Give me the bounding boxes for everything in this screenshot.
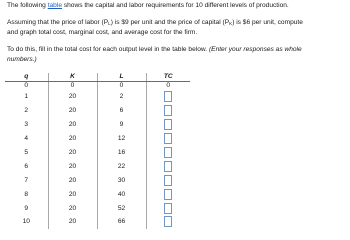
instructions-text-line2: numbers.) (7, 56, 37, 63)
cell-l: 9 (97, 118, 146, 132)
tc-input[interactable] (164, 91, 172, 102)
cell-q: 0 (5, 81, 48, 90)
tc-input[interactable] (164, 119, 172, 130)
header-tc: TC (146, 73, 190, 81)
cell-k: 20 (48, 146, 97, 160)
intro-text (7, 1, 289, 11)
instructions-text (7, 45, 302, 55)
cell-l: 0 (97, 81, 146, 90)
cell-tc (146, 201, 190, 215)
table-row (5, 215, 190, 229)
assumption-part3: ) is $6 per unit, compute (232, 19, 303, 26)
cell-k: 20 (48, 201, 97, 215)
cell-tc (146, 90, 190, 104)
assumption-text-line2: and graph total cost, marginal cost, and average cost for the firm. (7, 29, 198, 36)
table-body (5, 81, 190, 229)
assumption-part1: Assuming that the price of labor (P (7, 19, 109, 26)
cell-q: 5 (5, 146, 48, 160)
cell-k: 20 (48, 173, 97, 187)
table-link[interactable]: table (47, 2, 62, 9)
cell-k: 20 (48, 215, 97, 229)
cell-tc (146, 118, 190, 132)
cell-tc (146, 159, 190, 173)
instructions-italic: (Enter your responses as whole (208, 46, 302, 53)
cell-l: 16 (97, 146, 146, 160)
cell-k: 20 (48, 187, 97, 201)
cell-q: 10 (5, 215, 48, 229)
cell-tc (146, 132, 190, 146)
intro-after-link: shows the capital and labor requirements for 10 different levels of production. (62, 2, 289, 9)
capital-subscript: K (229, 21, 233, 26)
tc-input[interactable] (164, 161, 172, 172)
cell-q: 1 (5, 90, 48, 104)
table-row (5, 132, 190, 146)
assumption-part2: ) is $9 per unit and the price of capital (P (110, 19, 230, 26)
cell-q: 3 (5, 118, 48, 132)
cell-q: 4 (5, 132, 48, 146)
cell-tc (146, 146, 190, 160)
cell-tc (146, 187, 190, 201)
tc-input[interactable] (164, 147, 172, 158)
labor-subscript: L (108, 21, 111, 26)
instructions-plain: To do this, fill in the total cost for each output level in the table below. (7, 46, 209, 53)
table-row (5, 201, 190, 215)
table-row (5, 187, 190, 201)
cell-q: 2 (5, 104, 48, 118)
table-row (5, 173, 190, 187)
table-row (5, 104, 190, 118)
cell-k: 20 (48, 90, 97, 104)
tc-input[interactable] (164, 216, 172, 227)
header-q: q (5, 73, 48, 81)
tc-input[interactable] (164, 189, 172, 200)
cell-k: 20 (48, 132, 97, 146)
table-header-row (5, 73, 190, 81)
cell-q: 9 (5, 201, 48, 215)
assumption-text (7, 18, 303, 28)
header-l: L (97, 73, 146, 81)
cell-q: 6 (5, 159, 48, 173)
cell-l: 12 (97, 132, 146, 146)
cell-tc: 0 (166, 82, 171, 90)
tc-input[interactable] (164, 203, 172, 214)
cell-l: 40 (97, 187, 146, 201)
cell-q: 7 (5, 173, 48, 187)
cell-tc (146, 215, 190, 229)
cell-k: 20 (48, 118, 97, 132)
table-row (5, 90, 190, 104)
cell-k: 20 (48, 104, 97, 118)
table-row (5, 118, 190, 132)
cell-l: 2 (97, 90, 146, 104)
tc-input[interactable] (164, 133, 172, 144)
tc-input[interactable] (164, 175, 172, 186)
table-row (5, 81, 190, 90)
table-row (5, 146, 190, 160)
cell-l: 30 (97, 173, 146, 187)
cell-l: 66 (97, 215, 146, 229)
cell-tc (146, 104, 190, 118)
cell-l: 22 (97, 159, 146, 173)
table-row (5, 159, 190, 173)
cell-q: 8 (5, 187, 48, 201)
cell-k: 20 (48, 159, 97, 173)
cell-tc (146, 173, 190, 187)
cell-k: 0 (48, 81, 97, 90)
cost-table (5, 73, 190, 229)
cell-l: 52 (97, 201, 146, 215)
cell-l: 6 (97, 104, 146, 118)
intro-before-link: The following (7, 2, 48, 9)
header-k: K (48, 73, 97, 81)
tc-input[interactable] (164, 105, 172, 116)
